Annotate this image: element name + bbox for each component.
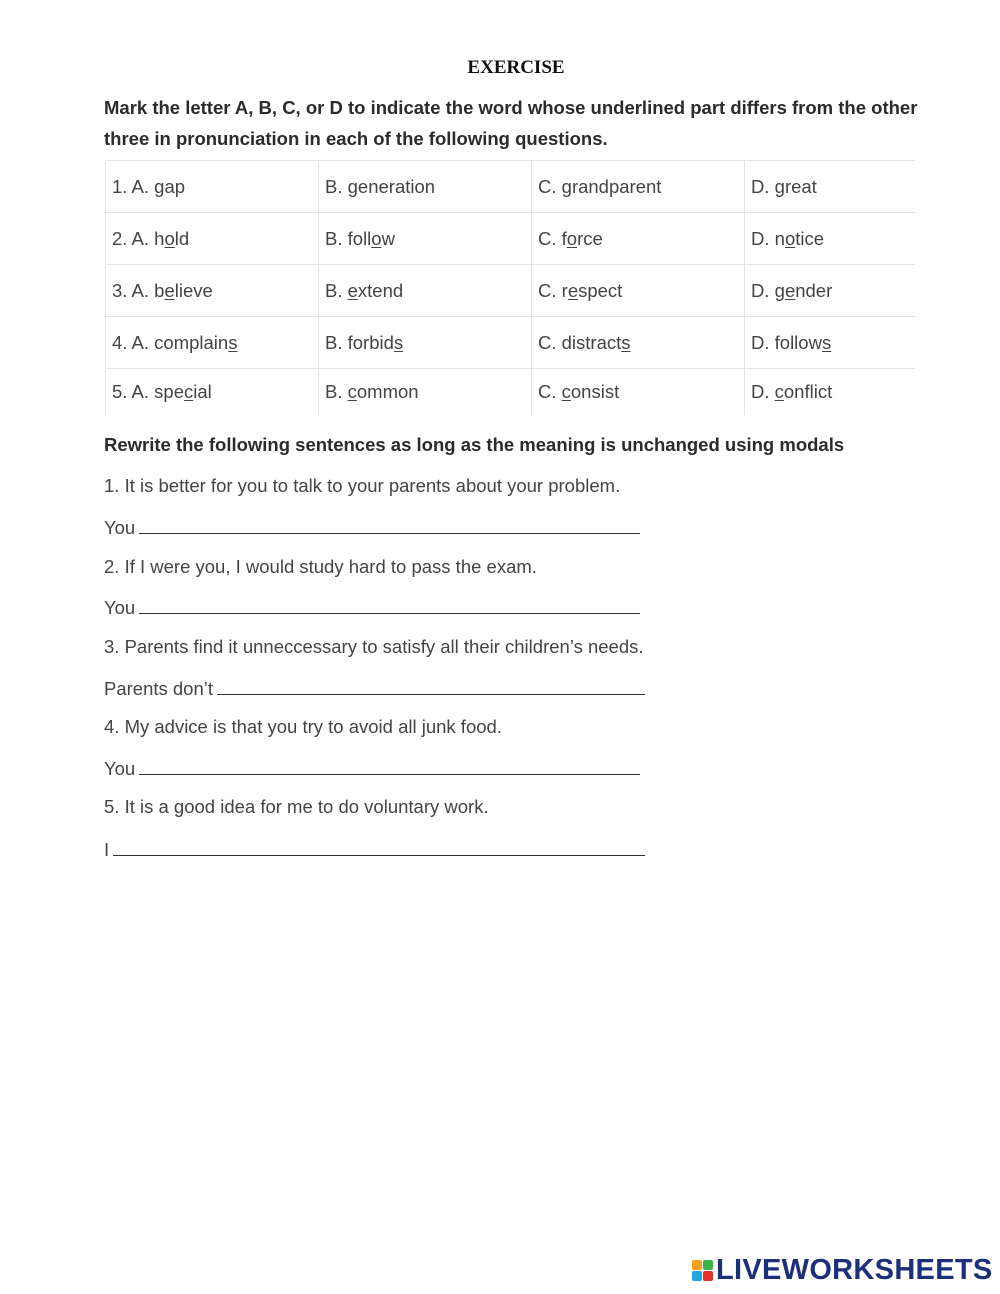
- word-part: onflict: [783, 381, 833, 402]
- answer-option[interactable]: [745, 369, 916, 416]
- answer-prompt: You: [104, 517, 136, 538]
- option-label: 1. A.: [112, 175, 155, 197]
- underlined-part: s: [228, 331, 238, 353]
- question-row: [106, 161, 916, 213]
- rewrite-question: 3. Parents find it unneccessary to satisfy all their children’s needs.: [104, 636, 644, 657]
- option-label: D.: [751, 381, 775, 402]
- rewrite-answer-line: [104, 837, 645, 861]
- rewrite-answer-line: [104, 515, 640, 539]
- answer-option[interactable]: [106, 369, 319, 416]
- page-title: EXERCISE: [467, 57, 565, 78]
- answer-blank[interactable]: [139, 595, 640, 614]
- option-label: D.: [751, 279, 775, 301]
- option-label: B.: [325, 175, 348, 197]
- word-part: ap: [164, 175, 186, 197]
- option-label: D.: [751, 331, 775, 353]
- underlined-part: s: [821, 331, 832, 353]
- underlined-part: g: [154, 175, 165, 197]
- answer-option[interactable]: [532, 317, 745, 369]
- answer-option[interactable]: [319, 317, 532, 369]
- answer-option[interactable]: [532, 369, 745, 416]
- option-label: C.: [538, 175, 562, 197]
- word-part: ial: [193, 381, 212, 402]
- logo-square: [692, 1271, 702, 1281]
- answer-prompt: You: [104, 758, 136, 779]
- option-label: B.: [325, 279, 348, 301]
- underlined-part: g: [347, 175, 358, 197]
- liveworksheets-logo: [692, 1254, 993, 1286]
- rewrite-question: 5. It is a good idea for me to do voluntary work.: [104, 796, 489, 817]
- logo-square: [692, 1260, 702, 1270]
- word-part: n: [774, 227, 785, 249]
- section2-instruction: Rewrite the following sentences as long as the meaning is unchanged using modals: [104, 434, 845, 455]
- underlined-part: o: [566, 227, 578, 249]
- logo-text: LIVEWORKSHEETS: [716, 1253, 993, 1286]
- rewrite-question: 2. If I were you, I would study hard to pass the exam.: [104, 556, 537, 577]
- underlined-part: s: [621, 331, 631, 353]
- word-part: r: [561, 279, 568, 301]
- question-row: [106, 265, 916, 317]
- word-part: eneration: [357, 175, 436, 197]
- word-part: onsist: [570, 381, 620, 402]
- word-part: b: [154, 279, 165, 301]
- option-label: C.: [538, 331, 562, 353]
- answer-blank[interactable]: [139, 515, 640, 534]
- word-part: complain: [154, 331, 229, 353]
- word-part: nder: [795, 279, 833, 301]
- underlined-part: e: [567, 279, 579, 301]
- rewrite-answer-line: [104, 756, 640, 780]
- underlined-part: e: [784, 279, 796, 301]
- option-label: C.: [538, 279, 562, 301]
- option-label: 4. A.: [112, 331, 155, 353]
- answer-option[interactable]: [106, 317, 319, 369]
- answer-prompt: Parents don’t: [104, 678, 214, 699]
- option-label: B.: [325, 227, 348, 249]
- underlined-part: o: [784, 227, 796, 249]
- underlined-part: e: [164, 279, 175, 301]
- answer-option[interactable]: [319, 369, 532, 416]
- word-part: xtend: [357, 279, 404, 301]
- word-part: spe: [154, 381, 184, 402]
- underlined-part: e: [347, 279, 358, 301]
- underlined-part: c: [347, 381, 357, 402]
- answer-prompt: You: [104, 597, 136, 618]
- option-label: B.: [325, 331, 348, 353]
- answer-option[interactable]: [745, 317, 916, 369]
- word-part: tice: [795, 227, 825, 249]
- answer-option[interactable]: [106, 265, 319, 317]
- option-label: 5. A.: [112, 381, 155, 402]
- rewrite-question: 1. It is better for you to talk to your parents about your problem.: [104, 475, 621, 496]
- answer-option[interactable]: [745, 161, 916, 213]
- word-part: randparent: [571, 175, 662, 197]
- answer-option[interactable]: [319, 213, 532, 265]
- underlined-part: o: [164, 227, 175, 249]
- option-label: 2. A.: [112, 227, 155, 249]
- option-label: C.: [538, 381, 562, 402]
- underlined-part: g: [561, 175, 572, 197]
- word-part: ommon: [356, 381, 419, 402]
- answer-option[interactable]: [106, 161, 319, 213]
- rewrite-answer-line: [104, 595, 640, 619]
- underlined-part: g: [774, 175, 785, 197]
- answer-blank[interactable]: [139, 756, 640, 775]
- word-part: h: [154, 227, 165, 249]
- pronunciation-table: [105, 160, 915, 415]
- answer-option[interactable]: [532, 161, 745, 213]
- answer-option[interactable]: [106, 213, 319, 265]
- question-row: [106, 213, 916, 265]
- answer-option[interactable]: [745, 213, 916, 265]
- answer-blank[interactable]: [217, 676, 645, 695]
- underlined-part: c: [774, 381, 784, 402]
- option-label: D.: [751, 175, 775, 197]
- answer-option[interactable]: [319, 265, 532, 317]
- word-part: follow: [774, 331, 822, 353]
- rewrite-question: 4. My advice is that you try to avoid all junk food.: [104, 716, 502, 737]
- option-label: 3. A.: [112, 279, 155, 301]
- underlined-part: s: [393, 331, 404, 353]
- answer-option[interactable]: [532, 213, 745, 265]
- word-part: spect: [578, 279, 623, 301]
- word-part: distract: [561, 331, 622, 353]
- word-part: ld: [174, 227, 190, 249]
- underlined-part: c: [561, 381, 571, 402]
- option-label: B.: [325, 381, 348, 402]
- section1-instruction: Mark the letter A, B, C, or D to indicate the word whose underlined part differs from the other three in pronunciation in each of the following questions.: [104, 97, 918, 149]
- logo-icon: [692, 1260, 713, 1281]
- word-part: lieve: [174, 279, 213, 301]
- question-row: [106, 369, 916, 416]
- word-part: g: [774, 279, 785, 301]
- rewrite-answer-line: [104, 676, 645, 700]
- option-label: C.: [538, 227, 562, 249]
- answer-blank[interactable]: [113, 837, 645, 856]
- option-label: D.: [751, 227, 775, 249]
- answer-option[interactable]: [745, 265, 916, 317]
- underlined-part: o: [371, 227, 382, 249]
- word-part: reat: [784, 175, 817, 197]
- word-part: forbid: [347, 331, 394, 353]
- answer-option[interactable]: [532, 265, 745, 317]
- answer-prompt: I: [104, 839, 110, 860]
- word-part: f: [561, 227, 567, 249]
- word-part: rce: [577, 227, 603, 249]
- word-part: foll: [347, 227, 372, 249]
- answer-option[interactable]: [319, 161, 532, 213]
- underlined-part: c: [184, 381, 194, 402]
- question-row: [106, 317, 916, 369]
- logo-square: [703, 1271, 713, 1281]
- word-part: w: [381, 227, 395, 249]
- logo-square: [703, 1260, 713, 1270]
